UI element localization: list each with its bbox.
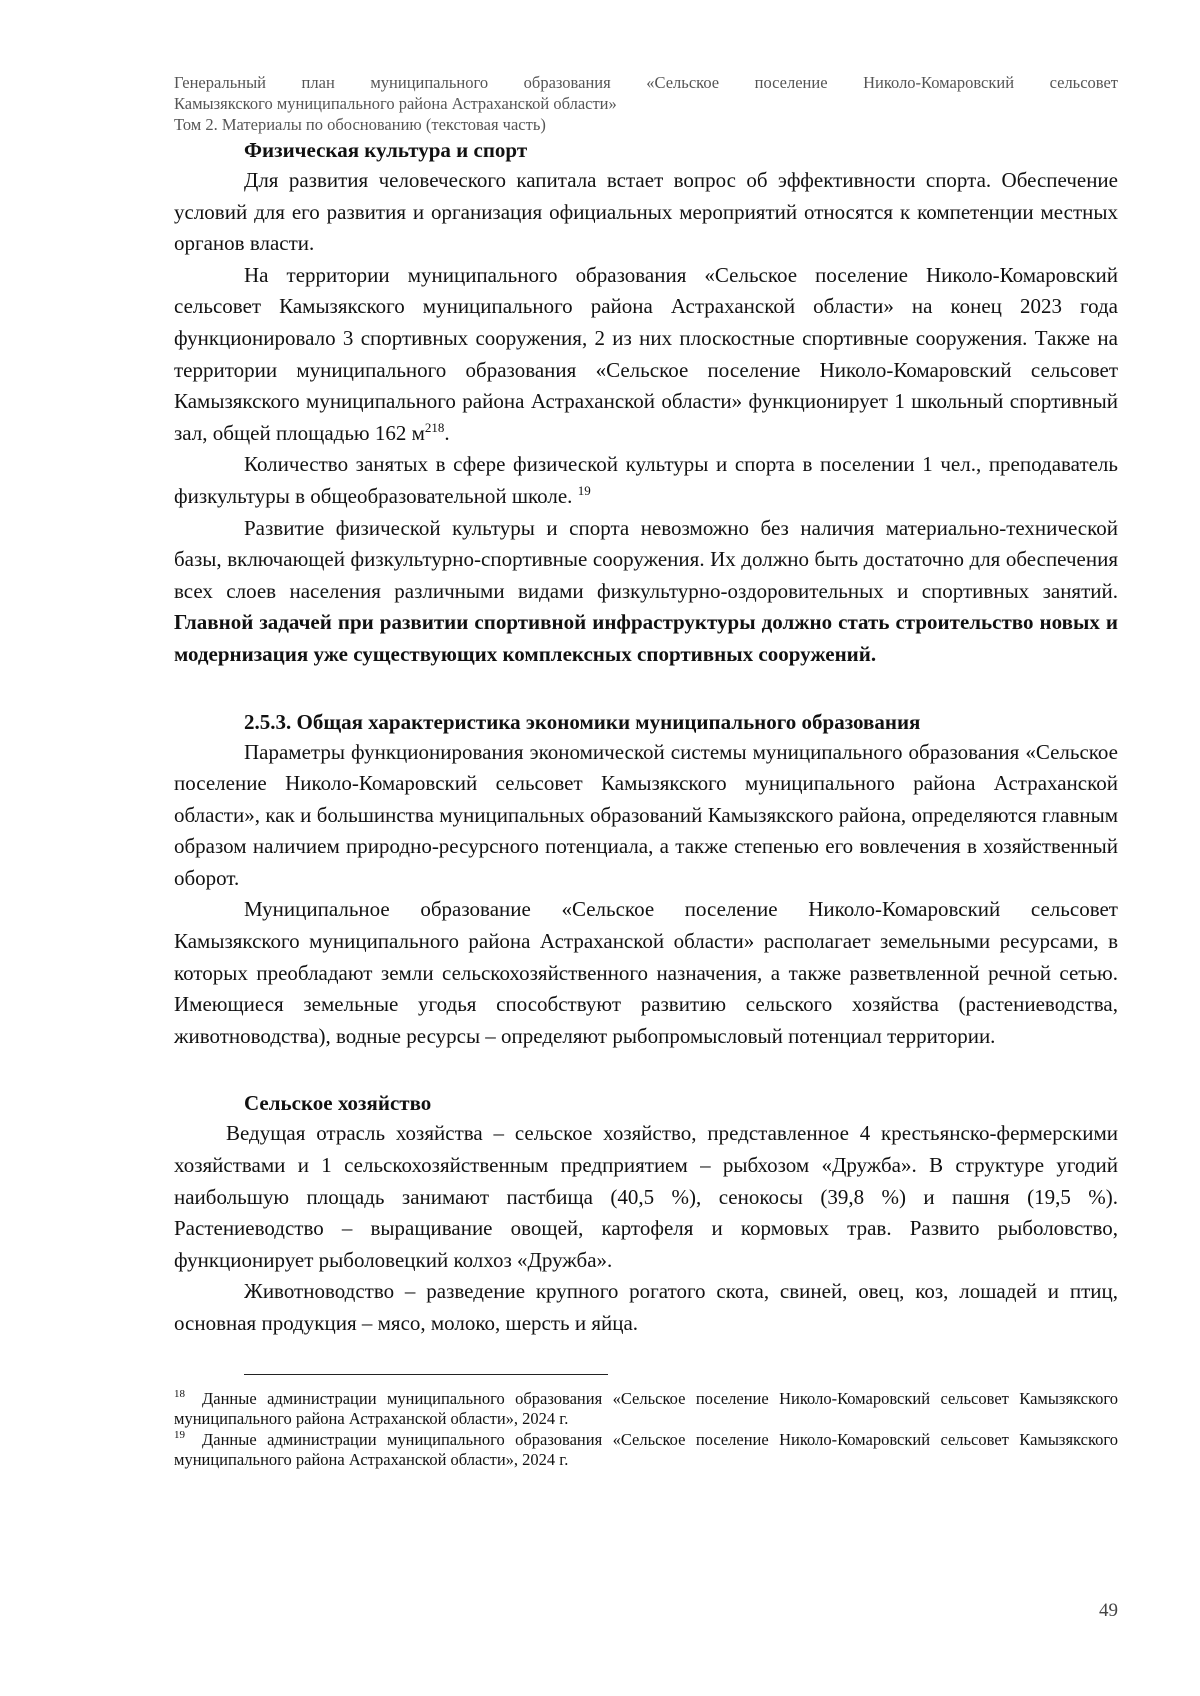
running-header [174, 72, 1118, 135]
heading-sport: Физическая культура и спорт [244, 138, 528, 162]
footnote-text: Данные администрации муниципального образования «Сельское поселение Николо-Комаровский сельсовет Камызякского муниципального района Астраханской области», 2024 г. [174, 1429, 1118, 1470]
page-number: 49 [1099, 1600, 1118, 1621]
paragraph-sport-3 [174, 449, 1118, 512]
heading-agriculture: Сельское хозяйство [244, 1091, 432, 1116]
paragraph-agriculture-1: Ведущая отрасль хозяйства – сельское хозяйство, представленное 4 крестьянско-фермерскими хозяйствами и 1 сельскохозяйственным предприятием – рыбхозом «Дружба». В структуре угодий наибольшую площадь занимают пастбища (40,5 %), сенокосы (39,8 %) и пашня (19,5 %). Растениеводство – выращивание овощей, картофеля и кормовых трав. Развито рыболовство, функционирует рыболовецкий колхоз «Дружба». [174, 1121, 1118, 1272]
paragraph-sport-3-text: Количество занятых в сфере физической культуры и спорта в поселении 1 чел., преподаватель физкультуры в общеобразовательной школе. [174, 452, 1118, 508]
footnote-ref-19[interactable]: 19 [577, 482, 591, 498]
header-line-3: Том 2. Материалы по обоснованию (текстовая часть) [174, 115, 546, 134]
header-line-2: Камызякского муниципального района Астраханской области» [174, 94, 617, 113]
paragraph-economy-2: Муниципальное образование «Сельское поселение Николо-Комаровский сельсовет Камызякского муниципального района Астраханской области» располагает земельными ресурсами, в которых преобладают земли сельскохозяйственного назначения, а также разветвленной речной сетью. Имеющиеся земельные угодья способствуют развитию сельского хозяйства (растениеводства, животноводства), водные ресурсы – определяют рыбопромысловый потенциал территории. [174, 897, 1118, 1048]
footnotes [174, 1389, 1118, 1471]
paragraph-sport-2-end: . [444, 420, 450, 445]
header-line-1: Генеральный план муниципального образования «Сельское поселение Николо-Комаровский сельсовет [174, 73, 1118, 92]
heading-economy: 2.5.3. Общая характеристика экономики муниципального образования [244, 709, 921, 734]
footnote-ref-18[interactable]: 18 [431, 419, 445, 435]
paragraph-sport-4-bold: Главной задачей при развитии спортивной инфраструктуры должно стать строительство новых и модернизация уже существующих комплексных спортивных сооружений. [174, 610, 1118, 666]
superscript-square: 2 [424, 419, 432, 435]
footnote-19: $^{19}$ Данные администрации муниципального образования «Сельское поселение Николо-Комаровский сельсовет Камызякского муниципального района Астраханской области», 2024 г. [174, 1429, 1118, 1470]
footnote-text: Данные администрации муниципального образования «Сельское поселение Николо-Комаровский сельсовет Камызякского муниципального района Астраханской области», 2024 г. [174, 1388, 1118, 1429]
paragraph-sport-4 [174, 513, 1118, 671]
paragraph-sport-1: Для развития человеческого капитала встает вопрос об эффективности спорта. Обеспечение условий для его развития и организация официальных мероприятий относятся к компетенции местных органов власти. [174, 168, 1118, 256]
paragraph-sport-4-text: Развитие физической культуры и спорта невозможно без наличия материально-технической базы, включающей физкультурно-спортивные сооружения. Их должно быть достаточно для обеспечения всех слоев населения различными видами физкультурно-оздоровительных и спортивных занятий. [174, 515, 1118, 603]
paragraph-sport-2-text: На территории муниципального образования «Сельское поселение Николо-Комаровский сельсовет Камызякского муниципального района Астраханской области» на конец 2023 года функционировало 3 спортивных сооружения, 2 из них плоскостные спортивные сооружения. Также на территории муниципального образования «Сельское поселение Николо-Комаровский сельсовет Камызякского муниципального района Астраханской области» функционирует 1 школьный спортивный зал, общей площадью 162 м [174, 262, 1118, 445]
main-content [174, 135, 1118, 1471]
paragraph-agriculture-2: Животноводство – разведение крупного рогатого скота, свиней, овец, коз, лошадей и птиц, основная продукция – мясо, молоко, шерсть и яйца. [174, 1279, 1118, 1335]
paragraph-sport-2 [174, 260, 1118, 450]
footnote-18: $^{18}$ Данные администрации муниципального образования «Сельское поселение Николо-Комаровский сельсовет Камызякского муниципального района Астраханской области», 2024 г. [174, 1388, 1118, 1429]
footnote-separator [244, 1374, 608, 1375]
document-page [174, 72, 1118, 1471]
paragraph-economy-1: Параметры функционирования экономической системы муниципального образования «Сельское поселение Николо-Комаровский сельсовет Камызякского муниципального района Астраханской области», как и большинства муниципальных образований Камызякского района, определяются главным образом наличием природно-ресурсного потенциала, а также степенью его вовлечения в хозяйственный оборот. [174, 739, 1118, 890]
